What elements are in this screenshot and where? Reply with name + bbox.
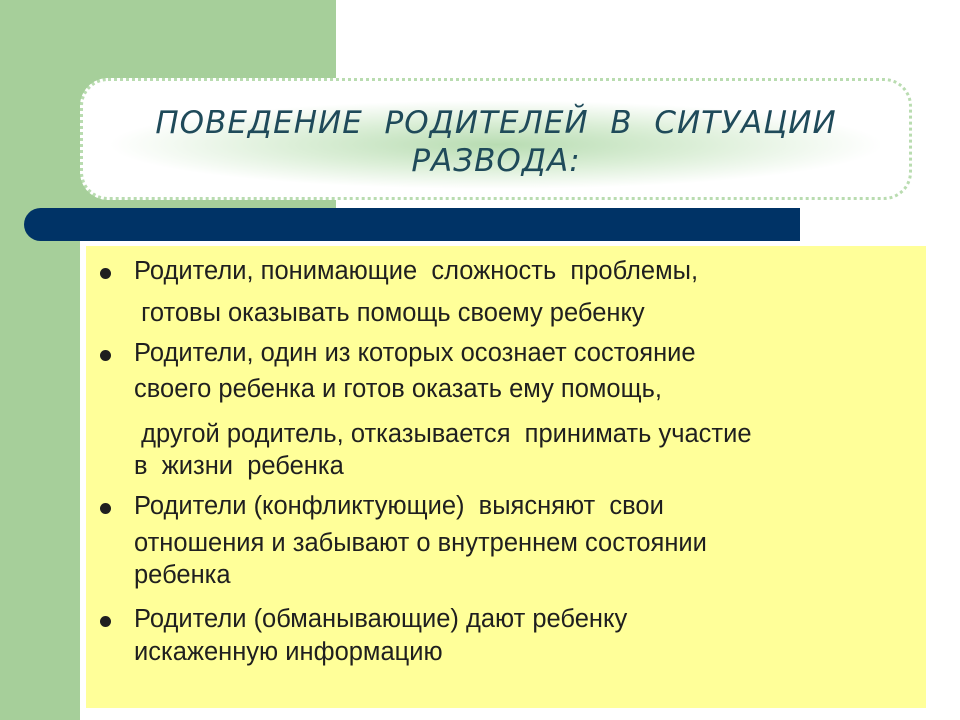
list-item-1-line-2: готовы оказывать помощь своему ребенку	[134, 299, 645, 327]
list-item-4-line-2: искаженную информацию	[134, 638, 443, 666]
list-item-2-line-3: другой родитель, отказывается принимать участие	[134, 420, 752, 448]
bullet-dot	[100, 503, 111, 514]
list-item-3-line-3: ребенка	[134, 561, 231, 589]
content-panel	[86, 246, 926, 708]
bullet-dot	[100, 350, 111, 361]
list-item-2-line-1: Родители, один из которых осознает состояние	[134, 339, 696, 367]
list-item-3-line-2: отношения и забывают о внутреннем состоянии	[134, 529, 707, 557]
bullet-dot	[100, 268, 111, 279]
bullet-list	[86, 246, 926, 708]
list-item-2-line-2: своего ребенка и готов оказать ему помощь,	[134, 375, 662, 403]
list-item-2-line-4: в жизни ребенка	[134, 452, 344, 480]
title-line-2: РАЗВОДА:	[411, 143, 581, 179]
list-item-4-line-1: Родители (обманывающие) дают ребенку	[134, 605, 628, 633]
title-line-1: ПОВЕДЕНИЕ РОДИТЕЛЕЙ В СИТУАЦИИ	[155, 105, 837, 141]
divider-bar	[24, 208, 800, 241]
left-green-band	[0, 0, 80, 720]
slide-title	[80, 104, 912, 180]
list-item-3-line-1: Родители (конфликтующие) выясняют свои	[134, 492, 664, 520]
list-item-1-line-1: Родители, понимающие сложность проблемы,	[134, 257, 699, 285]
bullet-dot	[100, 616, 111, 627]
